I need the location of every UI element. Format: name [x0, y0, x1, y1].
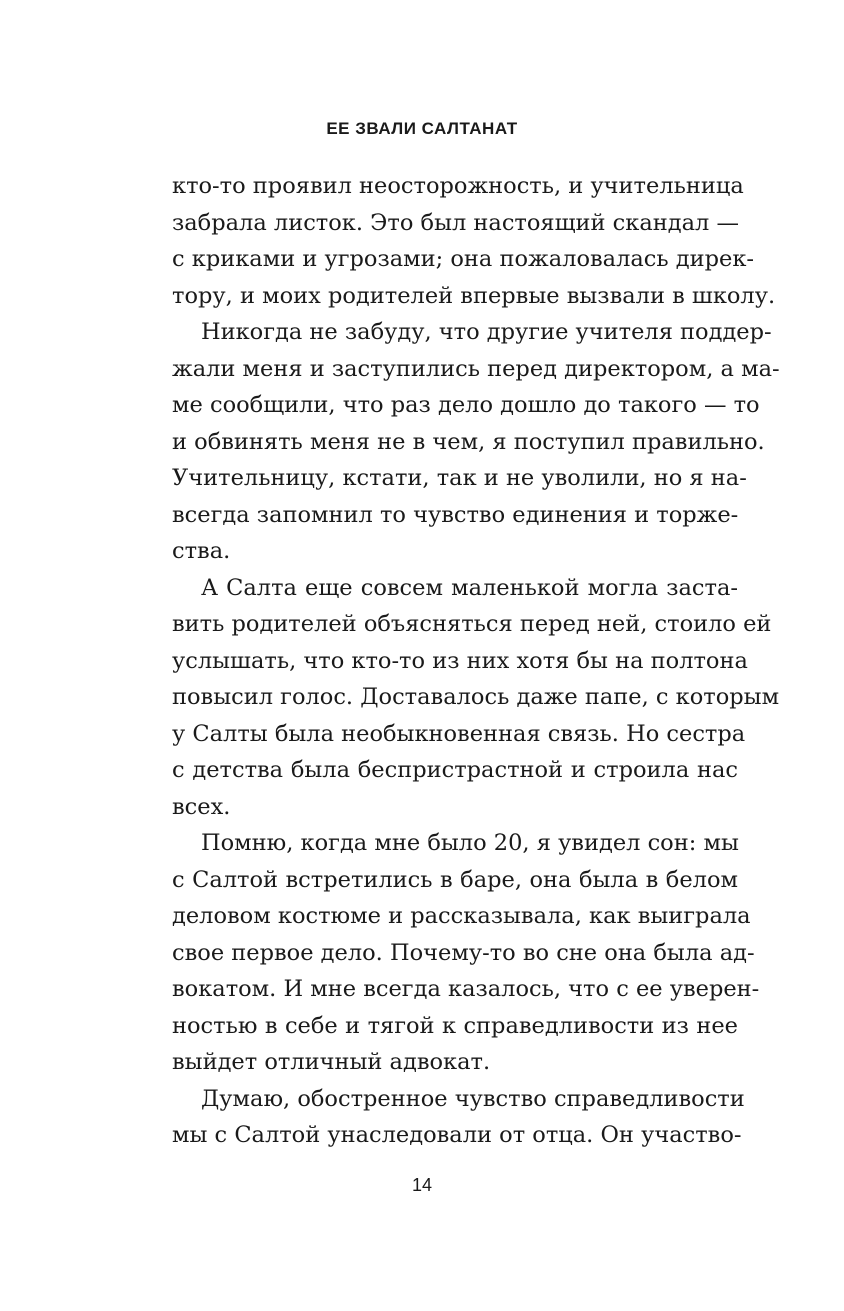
paragraph-first-line: Помню, когда мне было 20, я увидел сон: мы [201, 830, 739, 856]
text-line: всегда запомнил то чувство единения и торже- [172, 501, 739, 528]
paragraph-first-line: Никогда не забуду, что другие учителя поддер- [201, 319, 772, 345]
paragraph-first-line: А Салта еще совсем маленькой могла заста- [201, 574, 738, 601]
body-text [172, 168, 780, 1154]
text-line: жали меня и заступились перед директором, а ма- [172, 355, 780, 382]
text-line: тору, и моих родителей впервые вызвали в школу. [172, 282, 776, 309]
text-line: с Салтой встретились в баре, она была в белом [172, 866, 738, 893]
page-number: 14 [411, 1175, 433, 1195]
text-line: мы с Салтой унаследовали от отца. Он участво- [172, 1122, 742, 1148]
text-line: и обвинять меня не в чем, я поступил правильно. [172, 428, 765, 455]
text-line: выйдет отличный адвокат. [172, 1049, 491, 1075]
text-line: ме сообщили, что раз дело дошло до такого — то [172, 392, 760, 418]
running-head-title: ЕЕ ЗВАЛИ САЛТАНАТ [326, 119, 518, 138]
text-line: вить родителей объясняться перед ней, стоило ей [172, 611, 772, 637]
text-line: с криками и угрозами; она пожаловалась дирек- [172, 246, 755, 272]
text-line: повысил голос. Доставалось даже папе, с которым [172, 684, 780, 710]
text-line: вокатом. И мне всегда казалось, что с ее уверен- [172, 976, 760, 1002]
text-line: Учительницу, кстати, так и не уволили, но я на- [172, 465, 747, 491]
text-line: ностью в себе и тягой к справедливости из нее [172, 1012, 738, 1039]
text-line: забрала листок. Это был настоящий скандал — [172, 209, 739, 236]
text-line: с детства была беспристрастной и строила нас [172, 757, 738, 783]
text-line: свое первое дело. Почему-то во сне она была ад- [172, 939, 755, 966]
paragraph-first-line: Думаю, обостренное чувство справедливости [201, 1085, 745, 1112]
text-line: услышать, что кто-то из них хотя бы на полтона [172, 647, 748, 674]
text-line: деловом костюме и рассказывала, как выиграла [172, 903, 751, 929]
text-line: ства. [172, 538, 231, 564]
text-line: всех. [172, 793, 231, 820]
text-line: кто-то проявил неосторожность, и учительница [172, 173, 744, 199]
text-line: у Салты была необыкновенная связь. Но сестра [172, 720, 746, 747]
